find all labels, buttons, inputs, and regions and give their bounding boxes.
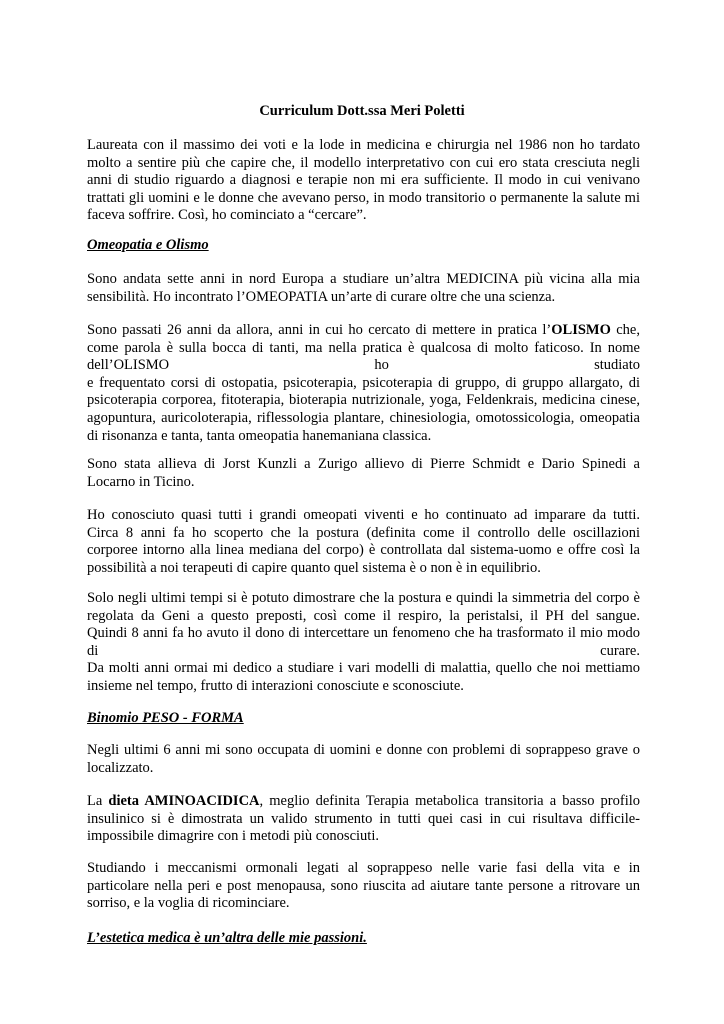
text-run: La [87,793,109,809]
heading-peso-forma: Binomio PESO - FORMA [87,710,244,726]
heading-estetica: L’estetica medica è un’altra delle mie passioni. [87,930,367,946]
text-line: come parola è sulla bocca di tanti, ma nella pratica è qualcosa di molto faticoso. In nome [87,339,640,356]
text-line: sensibilità. Ho incontrato l’OMEOPATIA un’arte di curare oltre che una scienza. [87,288,556,305]
paragraph-postura [87,507,640,577]
text-line: Laureata con il massimo dei voti e la lode in medicina e chirurgia nel 1986 non ho tardato [87,137,640,153]
text-run: curare. [600,642,640,659]
paragraph-geni [87,590,640,696]
paragraph-ormonali [87,860,640,913]
heading-omeopatia: Omeopatia e Olismo [87,237,209,253]
paragraph-europa [87,271,640,306]
text-run: , meglio definita Terapia metabolica transitoria a basso profilo [259,793,641,809]
text-run: che, [610,322,640,338]
text-run: dell’OLISMO [87,357,170,374]
text-line: sorriso, e la voglia di ricominciare. [87,895,290,912]
text-run: studiato [594,357,640,374]
text-line: e frequentato corsi di ostopatia, psicoterapia, psicoterapia di gruppo, di gruppo allargato, di [87,374,640,391]
bold-term: OLISMO [551,322,611,338]
text-line: di risonanza e tanta, tanta omeopatia hanemaniana classica. [87,427,432,444]
text-line: Sono andata sette anni in nord Europa a studiare un’altra MEDICINA più vicina alla mia [87,271,640,287]
bold-term: dieta AMINOACIDICA [108,793,260,809]
text-line: agopuntura, auricoloterapia, riflessologia plantare, chinesiologia, omotossicologia, omeopatia [87,409,640,426]
document-title: Curriculum Dott.ssa Meri Poletti [259,103,465,119]
text-line: faceva soffrire. Così, ho cominciato a “cercare”. [87,207,367,224]
text-line: particolare nella peri e post menopausa, sono riuscita ad aiutare tante persone a ritrovare un [87,877,640,894]
paragraph-dieta [87,793,640,846]
text-line: insieme nel tempo, frutto di interazioni conosciute e sconosciute. [87,677,464,694]
intro-paragraph [87,137,640,225]
paragraph-olismo [87,322,640,445]
text-line: localizzato. [87,759,154,776]
paragraph-kunzli [87,456,640,491]
text-line: insulinico si è dimostrata un valido strumento in tutti quei casi in cui risultava difficile- [87,810,640,827]
text-line: regolata da Geni a questo preposti, così come il respiro, la peristalsi, il PH del sangue. [87,607,640,624]
text-line: Solo negli ultimi tempi si è potuto dimostrare che la postura e quindi la simmetria del corpo è [87,590,640,606]
text-run: ho [374,357,389,374]
text-line: Ho conosciuto quasi tutti i grandi omeopati viventi e ho continuato ad imparare da tutti. [87,507,640,523]
text-line: Sono stata allieva di Jorst Kunzli a Zurigo allievo di Pierre Schmidt e Dario Spinedi a [87,456,640,472]
text-line [87,643,640,661]
text-line: possibilità a noi terapeuti di capire quanto quel sistema è o non è in equilibrio. [87,559,541,576]
text-line [87,322,640,340]
paragraph-sovrappeso [87,742,640,777]
text-run: Sono passati 26 anni da allora, anni in cui ho cercato di mettere in pratica l’ [87,322,552,338]
text-line: molto a sentire più che capire che, il modello interpretativo con cui ero stata cresciuta negli [87,154,640,171]
text-line: Circa 8 anni fa ho scoperto che la postura (definita come il controllo delle oscillazioni [87,524,640,541]
text-line: Negli ultimi 6 anni mi sono occupata di uomini e donne con problemi di soprappeso grave o [87,742,640,758]
text-line: trattati gli uomini e le donne che avevano perso, in modo transitorio o permanente la salute mi [87,189,640,206]
text-line [87,357,640,375]
text-line: anni di studio riguardo a diagnosi e terapie non mi era sufficiente. Il modo in cui venivano [87,172,640,189]
text-run: di [87,642,99,659]
text-line: psicoterapia corporea, fitoterapia, bioterapia nutrizionale, yoga, Feldenkrais, medicina cinese, [87,392,640,409]
text-line: impossibile dimagrire con i metodi più conosciuti. [87,828,379,845]
text-line: Quindi 8 anni fa ho avuto il dono di intercettare un fenomeno che ha trasformato il mio modo [87,625,640,642]
text-line: Da molti anni ormai mi dedico a studiare i vari modelli di malattia, quello che noi mettiamo [87,660,640,677]
text-line: corporee intorno alla linea mediana del corpo) è controllata dal sistema-uomo e offre così la [87,542,640,559]
text-line [87,793,640,811]
text-line: Locarno in Ticino. [87,473,195,490]
text-line: Studiando i meccanismi ormonali legati al soprappeso nelle varie fasi della vita e in [87,860,640,876]
